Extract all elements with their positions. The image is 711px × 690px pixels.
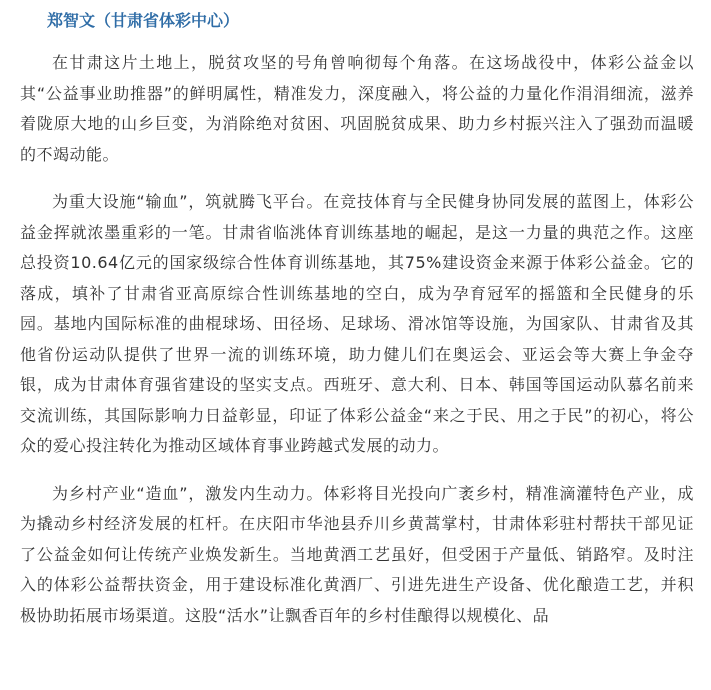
paragraph-2: 为重大设施“输血”，筑就腾飞平台。在竞技体育与全民健身协同发展的蓝图上，体彩公益金挥就浓墨重彩的一笔。甘肃省临洮体育训练基地的崛起，是这一力量的典范之作。这座总投资10.64亿元的国家级综合性体育训练基地，其75%建设资金来源于体彩公益金。它的落成，填补了甘肃省亚高原综合性训练基地的空白，成为孕育冠军的摇篮和全民健身的乐园。基地内国际标准的曲棍球场、田径场、足球场、滑冰馆等设施，为国家队、甘肃省及其他省份运动队提供了世界一流的训练环境，助力健儿们在奥运会、亚运会等大赛上争金夺银，成为甘肃体育强省建设的坚实支点。西班牙、意大利、日本、韩国等国运动队慕名前来交流训练，其国际影响力日益彰显，印证了体彩公益金“来之于民、用之于民”的初心，将公众的爱心投注转化为推动区域体育事业跨越式发展的动力。 [20, 192, 694, 455]
article-body [20, 0, 694, 631]
paragraph-3: 为乡村产业“造血”，激发内生动力。体彩将目光投向广袤乡村，精准滴灌特色产业，成为撬动乡村经济发展的杠杆。在庆阳市华池县乔川乡黄蒿掌村，甘肃体彩驻村帮扶干部见证了公益金如何让传统产业焕发新生。当地黄酒工艺虽好，但受困于产量低、销路窄。及时注入的体彩公益帮扶资金，用于建设标准化黄酒厂、引进先进生产设备、优化酿造工艺，并积极协助拓展市场渠道。这股“活水”让飘香百年的乡村佳酿得以规模化、品 [20, 483, 694, 625]
paragraph-1: 在甘肃这片土地上，脱贫攻坚的号角曾响彻每个角落。在这场战役中，体彩公益金以其“公益事业助推器”的鲜明属性，精准发力，深度融入，将公益的力量化作涓涓细流，滋养着陇原大地的山乡巨变，为消除绝对贫困、巩固脱贫成果、助力乡村振兴注入了强劲而温暖的不竭动能。 [20, 53, 694, 164]
author-byline: 郑智文（甘肃省体彩中心） [47, 11, 240, 30]
